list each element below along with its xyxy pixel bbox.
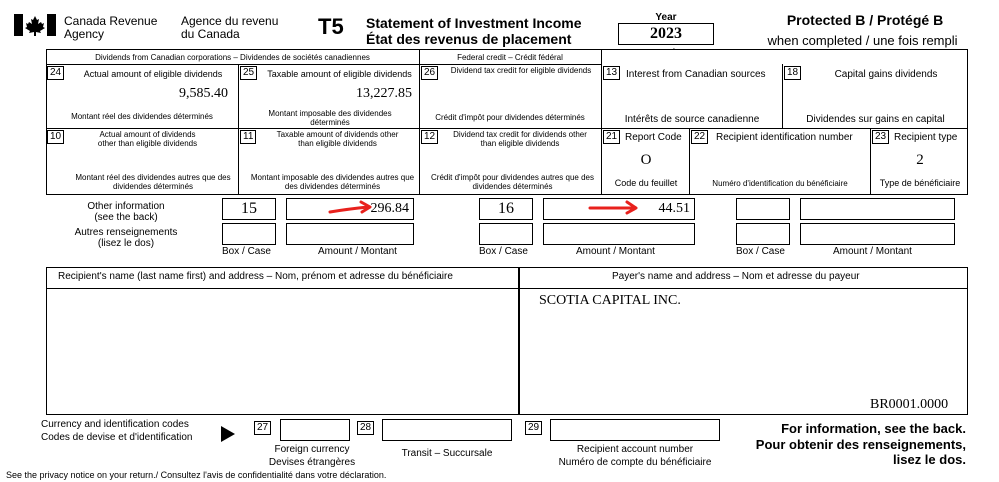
- box-label: Taxable amount of dividends other than eligible dividends: [276, 130, 399, 148]
- box-label-fr: Numéro d'identification du bénéficiaire: [712, 179, 848, 188]
- box-label: Taxable amount of eligible dividends: [267, 69, 412, 79]
- year-label: Year: [655, 12, 677, 23]
- canada-flag-icon: [14, 14, 56, 36]
- grid-line: [782, 64, 783, 128]
- grid-line: [689, 128, 690, 195]
- privacy-notice: See the privacy notice on your return./ Consultez l'avis de confidentialité dans votre déclaration.: [6, 470, 387, 480]
- grid-line: [870, 128, 871, 195]
- grid-line: [601, 49, 602, 195]
- box-label: Interest from Canadian sources: [626, 69, 766, 80]
- box-number: 23: [872, 130, 889, 144]
- box-number: 29: [525, 421, 542, 435]
- box-label: Capital gains dividends: [834, 69, 938, 80]
- box-case-label: Box / Case: [736, 246, 785, 257]
- foreign-currency-label: Foreign currency: [274, 444, 350, 455]
- grid-line: [238, 64, 239, 195]
- recipient-header: Recipient's name (last name first) and address – Nom, prénom et adresse du bénéficiaire: [58, 271, 453, 282]
- box-value: 2: [916, 152, 924, 168]
- currency-label: Currency and identification codes: [41, 419, 189, 430]
- box-label-fr: Montant imposable des dividendes autres que des dividendes déterminés: [250, 173, 415, 191]
- title-en: Statement of Investment Income: [366, 15, 582, 31]
- box-number: 28: [357, 421, 374, 435]
- box-label: Dividend tax credit for eligible dividends: [450, 66, 592, 75]
- foreign-currency-label-fr: Devises étrangères: [268, 457, 356, 468]
- federal-credit-header: Federal credit – Crédit fédéral: [457, 53, 563, 62]
- form-code: T5: [318, 14, 344, 39]
- recipient-box[interactable]: [46, 267, 519, 415]
- other-amount-field[interactable]: [800, 223, 955, 245]
- grid-line: [46, 288, 968, 289]
- arrow-annotation-icon: [328, 198, 374, 216]
- other-amount-field[interactable]: [800, 198, 955, 220]
- box-label-fr: Crédit d'impôt pour dividendes autres que des dividendes déterminés: [431, 173, 594, 191]
- other-amount-field[interactable]: 296.84: [286, 198, 414, 220]
- protected-label: Protected B / Protégé B: [786, 12, 944, 28]
- box-label: Actual amount of eligible dividends: [83, 69, 223, 79]
- box-case-label: Box / Case: [479, 246, 528, 257]
- other-amount-field[interactable]: [286, 223, 414, 245]
- other-box-field[interactable]: 15: [222, 198, 276, 220]
- other-box-field[interactable]: [736, 223, 790, 245]
- box-label-fr: Intérêts de source canadienne: [624, 114, 760, 125]
- agency-en: Canada Revenue Agency: [64, 14, 158, 41]
- play-arrow-icon: [221, 426, 235, 442]
- transit-label: Transit – Succursale: [401, 448, 493, 459]
- arrow-annotation-icon: [588, 199, 640, 215]
- box-value: O: [640, 152, 652, 168]
- payer-header: Payer's name and address – Nom et adresse du payeur: [612, 271, 860, 282]
- other-box-field[interactable]: [736, 198, 790, 220]
- box-label-fr: Montant imposable des dividendes déterminés: [268, 109, 392, 127]
- other-box-field[interactable]: [479, 223, 533, 245]
- grid-line: [419, 49, 420, 195]
- other-info-label: Other information (see the back): [87, 201, 165, 223]
- amount-label: Amount / Montant: [576, 246, 655, 257]
- box-number: 25: [240, 66, 257, 80]
- box-label-fr: Montant réel des dividendes déterminés: [71, 112, 213, 121]
- other-amount-field[interactable]: 44.51: [543, 198, 695, 220]
- box-number: 10: [47, 130, 64, 144]
- box-value: 13,227.85: [356, 86, 412, 101]
- payer-box[interactable]: [519, 267, 968, 415]
- other-box-field[interactable]: 16: [479, 198, 533, 220]
- box-number: 24: [47, 66, 64, 80]
- box-number: 22: [691, 130, 708, 144]
- box-label: Actual amount of dividends other than eligible dividends: [97, 130, 198, 148]
- box-label: Recipient identification number: [716, 132, 853, 143]
- protected-sub: when completed / une fois rempli: [767, 33, 958, 48]
- year-field[interactable]: 2023: [618, 23, 714, 45]
- foreign-currency-field[interactable]: [280, 419, 350, 441]
- box-label: Dividend tax credit for dividends other than eligible dividends: [453, 130, 587, 148]
- box-label-fr: Dividendes sur gains en capital: [806, 114, 945, 125]
- box-number: 21: [603, 130, 620, 144]
- info-note: For information, see the back.: [781, 421, 966, 436]
- amount-label: Amount / Montant: [833, 246, 912, 257]
- account-number-field[interactable]: [550, 419, 720, 441]
- box-label: Recipient type: [894, 132, 958, 143]
- account-label-fr: Numéro de compte du bénéficiaire: [558, 457, 712, 468]
- other-box-field[interactable]: [222, 223, 276, 245]
- grid-line: [46, 128, 968, 129]
- box-label: Report Code: [625, 132, 682, 143]
- box-label-fr: Code du feuillet: [614, 178, 678, 188]
- title-fr: État des revenus de placement: [366, 31, 572, 47]
- box-number: 26: [421, 66, 438, 80]
- payer-name: SCOTIA CAPITAL INC.: [539, 293, 681, 308]
- other-amount-field[interactable]: [543, 223, 695, 245]
- box-label-fr: Crédit d'impôt pour dividendes déterminés: [435, 113, 585, 122]
- box-number: 12: [421, 130, 438, 144]
- info-note-fr: Pour obtenir des renseignements, lisez le dos.: [755, 437, 966, 467]
- box-label-fr: Type de bénéficiaire: [879, 178, 961, 188]
- grid-line: [46, 64, 601, 65]
- account-label: Recipient account number: [576, 444, 694, 455]
- dividends-header: Dividends from Canadian corporations – Dividendes de sociétés canadiennes: [95, 53, 370, 62]
- amount-label: Amount / Montant: [318, 246, 397, 257]
- box-case-label: Box / Case: [222, 246, 271, 257]
- box-number: 13: [603, 66, 620, 80]
- currency-label-fr: Codes de devise et d'identification: [41, 432, 193, 443]
- box-label-fr: Montant réel des dividendes autres que des dividendes déterminés: [75, 173, 231, 191]
- box-number: 27: [254, 421, 271, 435]
- box-number: 11: [240, 130, 256, 144]
- other-info-label-fr: Autres renseignements (lisez le dos): [74, 227, 178, 249]
- agency-fr: Agence du revenu du Canada: [181, 14, 279, 41]
- box-value: 9,585.40: [179, 86, 228, 101]
- payer-code: BR0001.0000: [870, 397, 949, 412]
- box-number: 18: [784, 66, 801, 80]
- transit-field[interactable]: [382, 419, 512, 441]
